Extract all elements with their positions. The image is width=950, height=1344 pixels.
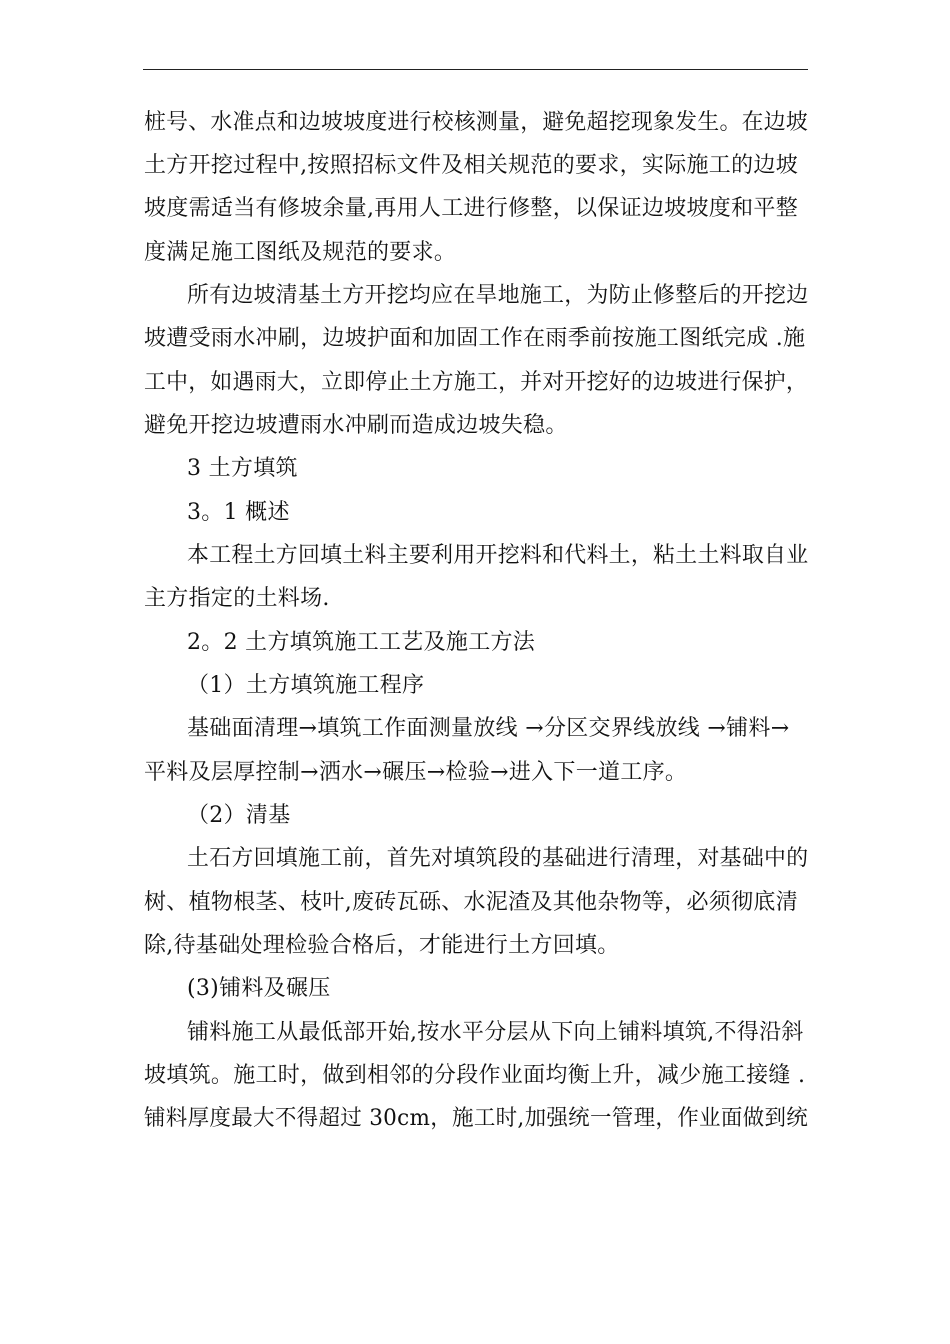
- text-line: 桩号、水准点和边坡坡度进行校核测量，避免超挖现象发生。在边坡: [144, 110, 808, 135]
- subsection-heading: (3)铺料及碾压: [187, 976, 331, 1001]
- text-line: 铺料施工从最低部开始,按水平分层从下向上铺料填筑,不得沿斜: [187, 1020, 804, 1045]
- text-line: 坡度需适当有修坡余量,再用人工进行修整，以保证边坡坡度和平整: [144, 196, 798, 221]
- section-heading: 2。2 土方填筑施工工艺及施工方法: [187, 630, 536, 655]
- text-line: 坡填筑。施工时，做到相邻的分段作业面均衡上升，减少施工接缝 .: [144, 1063, 806, 1088]
- text-line: 除,待基础处理检验合格后，才能进行土方回填。: [144, 933, 620, 958]
- text-line: 工中，如遇雨大，立即停止土方施工，并对开挖好的边坡进行保护，: [144, 370, 808, 395]
- text-line: 土方开挖过程中,按照招标文件及相关规范的要求，实际施工的边坡: [144, 153, 798, 178]
- text-line: 所有边坡清基土方开挖均应在旱地施工，为防止修整后的开挖边: [187, 283, 809, 308]
- text-line: 主方指定的土料场.: [144, 586, 330, 611]
- text-line: 平料及层厚控制→洒水→碾压→检验→进入下一道工序。: [144, 760, 688, 785]
- section-heading: 3。1 概述: [187, 500, 290, 525]
- text-line: 树、植物根茎、枝叶,废砖瓦砾、水泥渣及其他杂物等，必须彻底清: [144, 890, 798, 915]
- text-line: 坡遭受雨水冲刷，边坡护面和加固工作在雨季前按施工图纸完成 .施: [144, 326, 806, 351]
- text-line: 基础面清理→填筑工作面测量放线 →分区交界线放线 →铺料→: [187, 716, 790, 741]
- text-line: 避免开挖边坡遭雨水冲刷而造成边坡失稳。: [144, 413, 568, 438]
- subsection-heading: （2）清基: [187, 803, 291, 828]
- text-line: 度满足施工图纸及规范的要求。: [144, 240, 457, 265]
- text-line: 铺料厚度最大不得超过 30cm，施工时,加强统一管理，作业面做到统: [144, 1106, 809, 1131]
- text-line: 本工程土方回填土料主要利用开挖料和代料土，粘土土料取自业: [187, 543, 809, 568]
- section-heading: 3 土方填筑: [187, 456, 298, 481]
- header-rule: [143, 69, 808, 70]
- subsection-heading: （1）土方填筑施工程序: [187, 673, 425, 698]
- text-line: 土石方回填施工前，首先对填筑段的基础进行清理，对基础中的: [187, 846, 809, 871]
